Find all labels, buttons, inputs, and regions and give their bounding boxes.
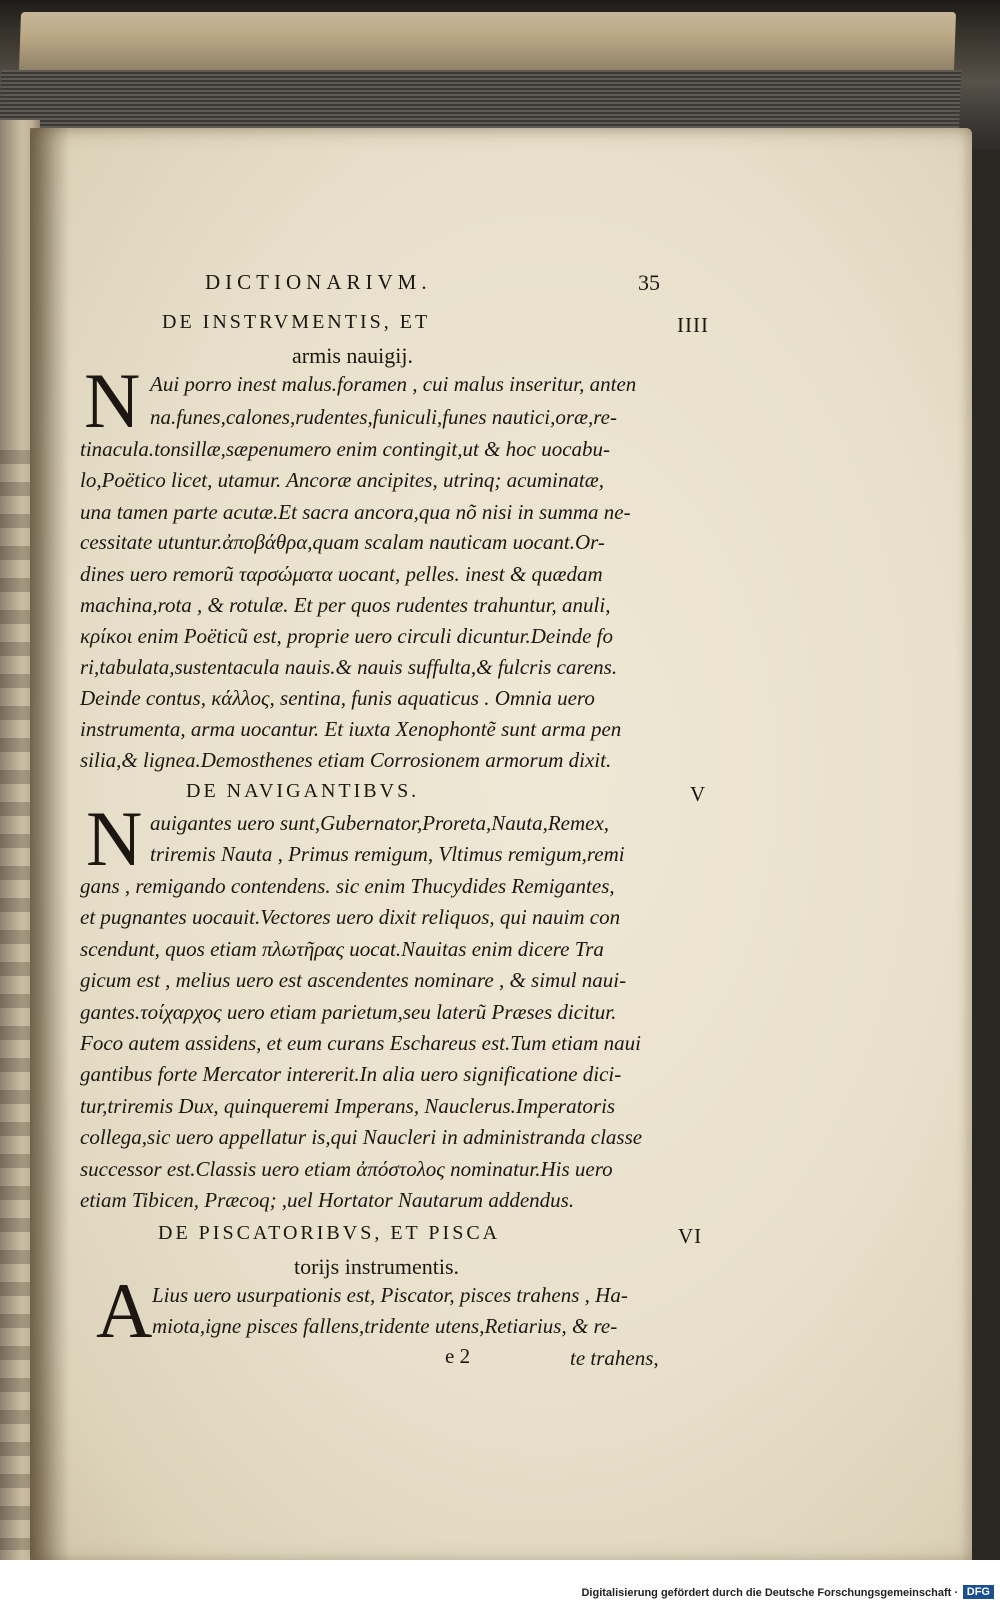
text-line: gantes.τοίχαρχος uero etiam parietum,seu laterũ Præses dicitur. bbox=[80, 1000, 617, 1024]
text-line: tinacula.tonsillæ,sæpenumero enim contingit,ut & hoc uocabu- bbox=[80, 437, 611, 461]
text-line: tur,triremis Dux, quinqueremi Imperans, Nauclerus.Imperatoris bbox=[80, 1094, 616, 1118]
text-line: successor est.Classis uero etiam ἀπόστολος nominatur.His uero bbox=[80, 1157, 613, 1181]
text-line: cessitate utuntur.ἀποβάθρα,quam scalam nauticam uocant.Or- bbox=[80, 530, 605, 554]
text-line: gans , remigando contendens. sic enim Thucydides Remigantes, bbox=[80, 874, 615, 898]
text-line: ri,tabulata,sustentacula nauis.& nauis suffulta,& fulcris carens. bbox=[80, 655, 618, 679]
section-heading: DE INSTRVMENTIS, ET bbox=[162, 311, 431, 333]
section-heading-continued: torijs instrumentis. bbox=[294, 1254, 459, 1279]
text-line: triremis Nauta , Primus remigum, Vltimus remigum,remi bbox=[150, 842, 625, 866]
signature-mark: e 2 bbox=[445, 1344, 471, 1368]
gutter-shadow bbox=[30, 128, 70, 1564]
catchword: te trahens, bbox=[570, 1346, 659, 1370]
text-line: Aui porro inest malus.foramen , cui malus inseritur, anten bbox=[150, 372, 637, 396]
dfg-logo: DFG bbox=[963, 1585, 994, 1599]
folio-number: 35 bbox=[638, 270, 660, 295]
drop-cap-initial: A bbox=[96, 1267, 153, 1354]
text-line: miota,igne pisces fallens,tridente utens,Retiarius, & re- bbox=[152, 1314, 618, 1338]
text-line: lo,Poëtico licet, utamur. Ancoræ ancipites, utrinq; acuminatæ, bbox=[80, 468, 604, 492]
section-heading: DE PISCATORIBVS, ET PISCA bbox=[158, 1222, 501, 1244]
text-line: etiam Tibicen, Præcoq; ,uel Hortator Nautarum addendus. bbox=[80, 1188, 575, 1212]
section-heading: DE NAVIGANTIBVS. bbox=[186, 780, 420, 802]
drop-cap-initial: N bbox=[84, 357, 141, 444]
text-line: scendunt, quos etiam πλωτῆρας uocat.Nauitas enim dicere Tra bbox=[80, 937, 604, 961]
section-heading-continued: armis nauigij. bbox=[292, 343, 413, 368]
text-line: auigantes uero sunt,Gubernator,Proreta,Nauta,Remex, bbox=[150, 811, 610, 835]
running-head: DICTIONARIVM. bbox=[205, 270, 432, 294]
text-line: na.funes,calones,rudentes,funiculi,funes nautici,oræ,re- bbox=[150, 405, 617, 429]
facing-page-text bbox=[0, 450, 34, 1550]
text-line: et pugnantes uocauit.Vectores uero dixit reliquos, qui nauim con bbox=[80, 905, 621, 929]
text-line: Foco autem assidens, et eum curans Eschareus est.Tum etiam naui bbox=[80, 1031, 641, 1055]
text-line: dines uero remorũ ταρσώματα uocant, pelles. inest & quædam bbox=[80, 562, 603, 586]
section-marginal-number: VI bbox=[678, 1224, 703, 1248]
text-line: instrumenta, arma uocantur. Et iuxta Xenophontẽ sunt arma pen bbox=[80, 717, 622, 741]
section-marginal-number: V bbox=[690, 782, 707, 806]
section-marginal-number: IIII bbox=[677, 313, 709, 337]
text-line: una tamen parte acutæ.Et sacra ancora,qua nõ nisi in summa ne- bbox=[80, 500, 631, 524]
drop-cap-initial: N bbox=[86, 795, 143, 882]
text-line: silia,& lignea.Demosthenes etiam Corrosionem armorum dixit. bbox=[80, 748, 612, 772]
text-line: Lius uero usurpationis est, Piscator, pisces trahens , Ha- bbox=[152, 1283, 628, 1307]
text-line: gicum est , melius uero est ascendentes nominare , & simul naui- bbox=[80, 968, 627, 992]
text-line: Deinde contus, κάλλος, sentina, funis aquaticus . Omnia uero bbox=[80, 686, 595, 710]
text-line: collega,sic uero appellatur is,qui Naucleri in administranda classe bbox=[80, 1125, 643, 1149]
text-line: gantibus forte Mercator intererit.In alia uero significatione dici- bbox=[80, 1062, 622, 1086]
text-line: machina,rota , & rotulæ. Et per quos rudentes trahuntur, anuli, bbox=[80, 593, 611, 617]
text-line: κρίκοι enim Poëticũ est, proprie uero circuli dicuntur.Deinde fo bbox=[80, 624, 613, 648]
book-head-edge bbox=[19, 12, 956, 72]
digitization-credit: Digitalisierung gefördert durch die Deutsche Forschungsgemeinschaft · bbox=[581, 1587, 958, 1599]
